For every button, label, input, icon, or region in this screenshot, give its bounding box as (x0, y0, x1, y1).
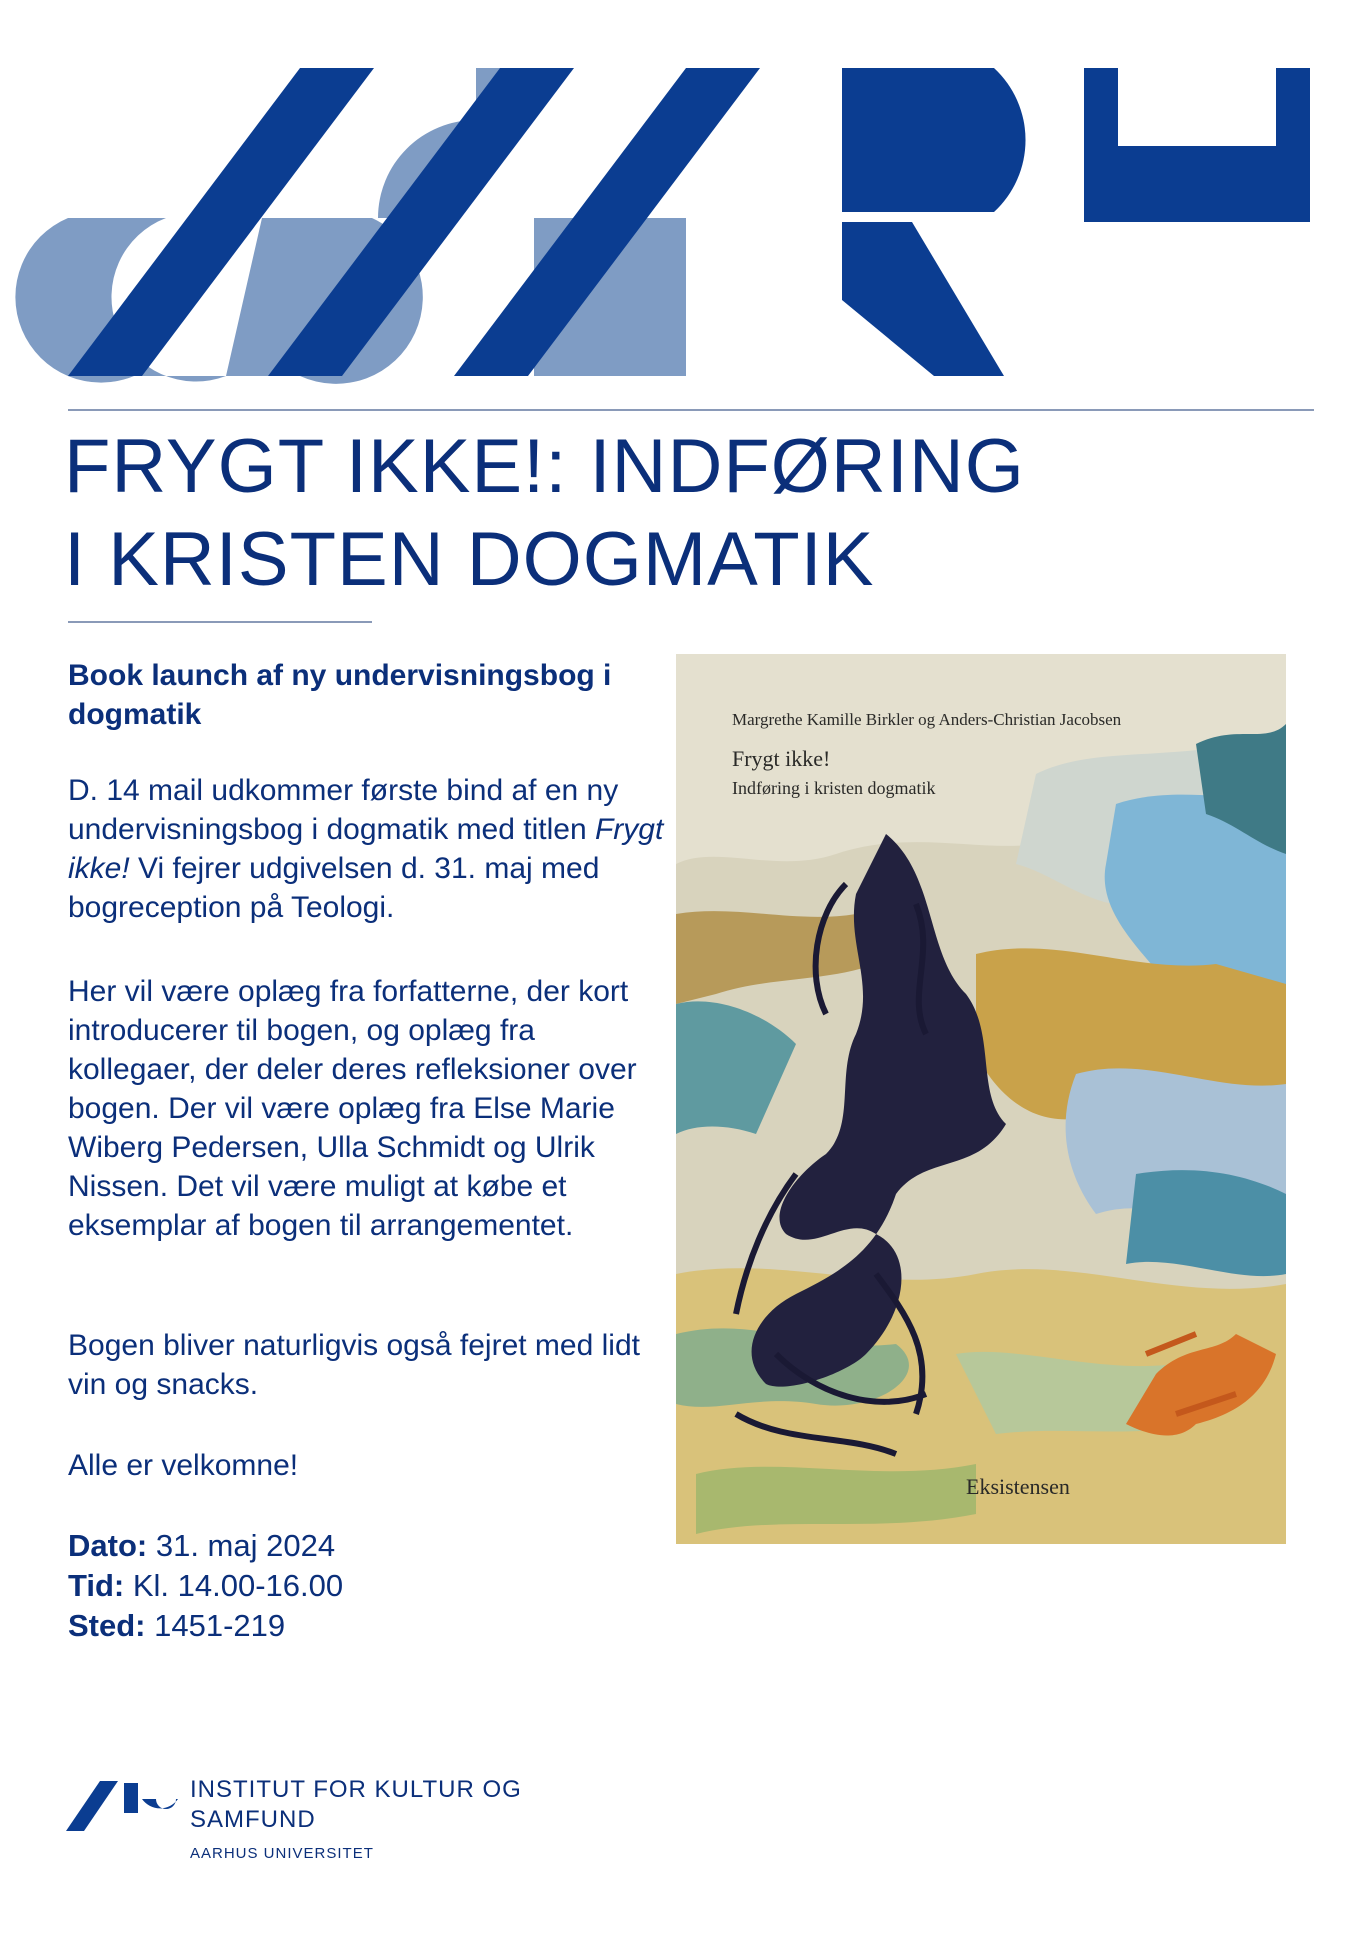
cover-subtitle: Indføring i kristen dogmatik (732, 778, 936, 798)
book-cover-image (676, 654, 1286, 1544)
paragraph-speakers: Her vil være oplæg fra forfatterne, der kort introducerer til bogen, og oplæg fra kollegaer, der deler deres refleksioner over bogen. Der vil være oplæg fra Else Marie Wiberg Pedersen, Ulla Schmidt og Ulrik Nissen. Det vil være muligt at købe et eksemplar af bogen til arrangementet. (68, 975, 637, 1242)
header-graphic (0, 0, 1370, 400)
time-value: Kl. 14.00-16.00 (124, 1568, 344, 1603)
paragraph-intro-end: Vi fejrer udgivelsen d. 31. maj med bogreception på Teologi. (68, 852, 600, 924)
book-title-italic: Frygt ikke! (68, 813, 664, 885)
institute-name-line-1: INSTITUT FOR KULTUR OG (190, 1776, 522, 1803)
place-label: Sted: (68, 1608, 146, 1643)
event-time (68, 1566, 343, 1606)
place-value: 1451-219 (145, 1608, 286, 1643)
paragraph-intro (68, 771, 668, 927)
event-place (68, 1606, 285, 1646)
title-divider (68, 621, 372, 623)
cover-title: Frygt ikke! (732, 746, 831, 771)
institute-name-line-2: SAMFUND (190, 1806, 316, 1833)
cover-authors: Margrethe Kamille Birkler og Anders-Christian Jacobsen (732, 710, 1122, 729)
date-value: 31. maj 2024 (147, 1528, 336, 1563)
paragraph-welcome: Alle er velkomne! (68, 1449, 299, 1482)
page-title-line-1: FRYGT IKKE!: INDFØRING (64, 424, 1025, 509)
paragraph-intro-start: D. 14 mail udkommer første bind af en ny undervisningsbog i dogmatik med titlen (68, 774, 619, 846)
date-label: Dato: (68, 1528, 148, 1563)
cover-publisher: Eksistensen (966, 1474, 1070, 1499)
time-label: Tid: (68, 1568, 125, 1603)
event-date (68, 1526, 335, 1566)
university-name: AARHUS UNIVERSITET (190, 1845, 374, 1862)
top-divider (68, 409, 1314, 411)
subtitle: Book launch af ny undervisningsbog i dogmatik (68, 659, 612, 731)
aarhus-university-logo-icon (66, 1781, 178, 1831)
paragraph-refreshments: Bogen bliver naturligvis også fejret med lidt vin og snacks. (68, 1329, 640, 1401)
page-title-line-2: I KRISTEN DOGMATIK (64, 517, 875, 602)
